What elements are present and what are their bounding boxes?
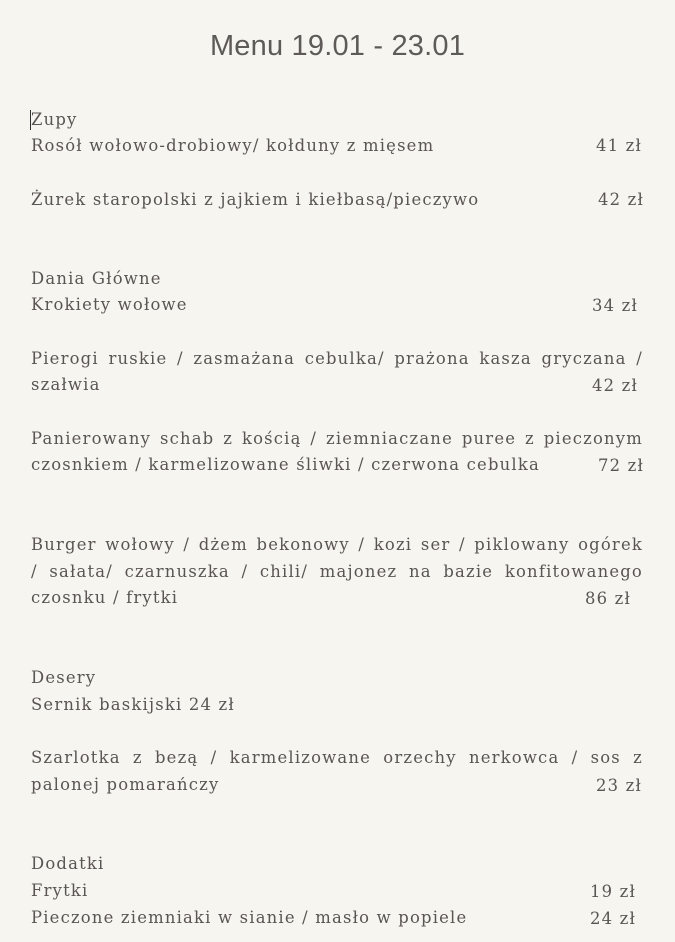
section-heading-desery: Desery (31, 668, 97, 687)
menu-item-name: Panierowany schab z kością / ziemniaczane puree z pieczonym (31, 429, 643, 448)
section-heading-dania: Dania Główne (31, 269, 162, 288)
menu-item-name-continued: czosnkiem / karmelizowane śliwki / czerwona cebulka (31, 455, 540, 474)
section-heading-zupy: Zupy (31, 110, 78, 129)
section-heading-dodatki: Dodatki (31, 854, 105, 873)
menu-item-name-continued: / sałata/ czarnuszka / chili/ majonez na bazie konfitowanego (31, 562, 643, 581)
menu-item-price: 34 zł (592, 296, 639, 315)
menu-item-price: 23 zł (596, 776, 643, 795)
page-title: Menu 19.01 - 23.01 (209, 30, 466, 62)
menu-item-name: Szarlotka z bezą / karmelizowane orzechy nerkowca / sos z (31, 748, 643, 767)
menu-item-name: Żurek staropolski z jajkiem i kiełbasą/pieczywo (31, 190, 480, 209)
menu-item-price: 72 zł (598, 456, 645, 475)
menu-item-price: 41 zł (596, 136, 643, 155)
menu-item-name-continued: czosnku / frytki (31, 588, 179, 607)
menu-item-price: 42 zł (592, 376, 639, 395)
menu-item-name: Rosół wołowo-drobiowy/ kołduny z mięsem (31, 136, 435, 155)
menu-item-name: Krokiety wołowe (31, 295, 188, 314)
menu-item-price: 19 zł (590, 882, 637, 901)
menu-item-name: Pierogi ruskie / zasmażana cebulka/ prażona kasza gryczana / (31, 349, 643, 368)
menu-item-price: 42 zł (598, 190, 645, 209)
menu-item-price: 86 zł (585, 589, 632, 608)
menu-item-name: Sernik baskijski 24 zł (31, 695, 235, 714)
menu-item-name: Pieczone ziemniaki w sianie / masło w popiele (31, 908, 468, 927)
menu-item-price: 24 zł (590, 909, 637, 928)
menu-item-name: Frytki (31, 881, 89, 900)
menu-item-name-continued: palonej pomarańczy (31, 775, 220, 794)
menu-item-name-continued: szałwia (31, 375, 101, 394)
menu-item-name: Burger wołowy / dżem bekonowy / kozi ser / piklowany ogórek (31, 535, 643, 554)
